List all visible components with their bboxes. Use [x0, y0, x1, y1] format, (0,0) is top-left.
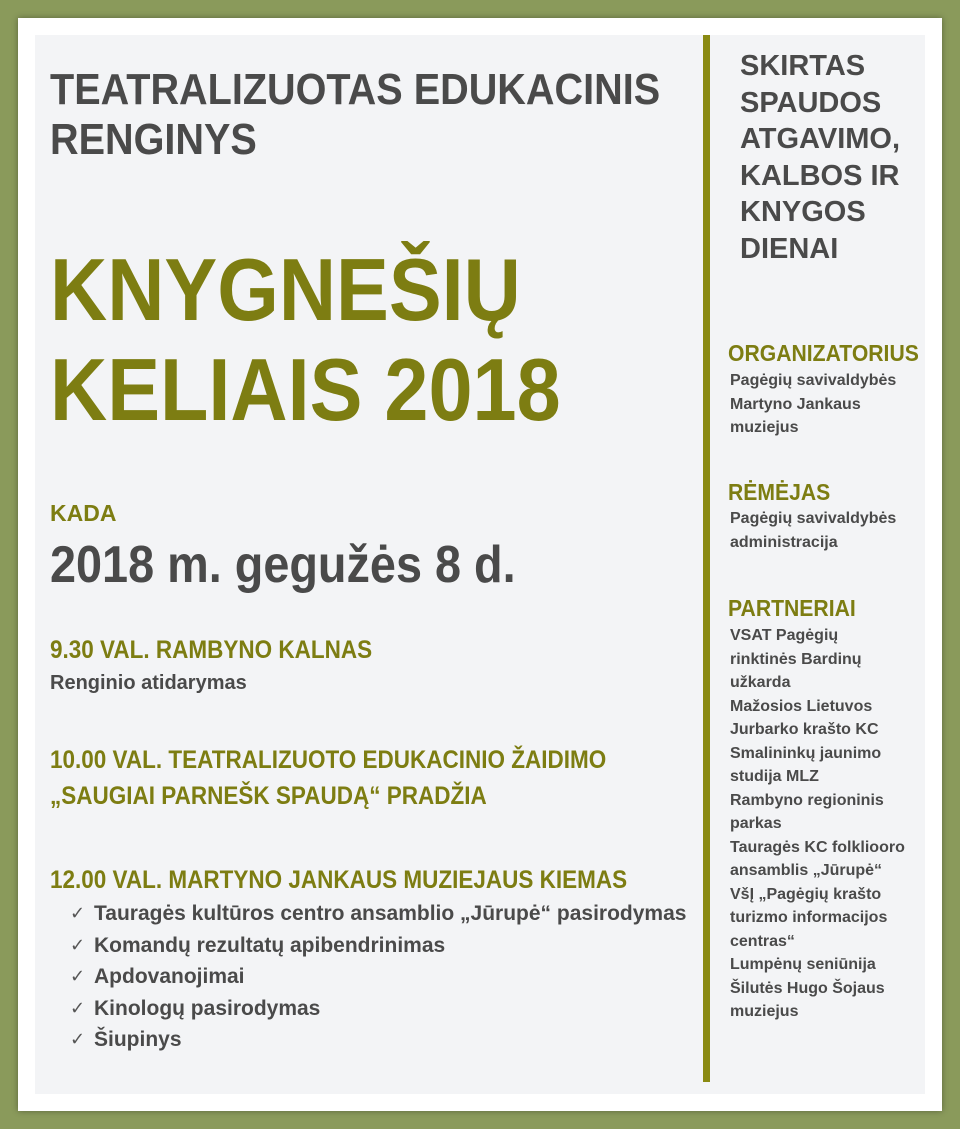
organizer-label: ORGANIZATORIUS: [728, 340, 919, 366]
when-label: KADA: [50, 500, 117, 526]
event-type-line-1: TEATRALIZUOTAS EDUKACINIS: [50, 65, 661, 114]
schedule-3-title: 12.00 VAL. MARTYNO JANKAUS MUZIEJAUS KIEMAS: [50, 866, 628, 894]
partner-line: užkarda: [730, 674, 791, 691]
event-title: [50, 240, 561, 440]
partner-line: ansamblis „Jūrupė“: [730, 862, 883, 879]
checkmark-icon: ✓: [70, 997, 86, 1018]
schedule-2-line-2: „SAUGIAI PARNEŠK SPAUDĄ“ PRADŽIA: [50, 782, 487, 810]
checklist-item: ✓ Apdovanojimai: [70, 961, 686, 993]
partner-line: Rambyno regioninis: [730, 791, 884, 809]
organizer-line: Martyno Jankaus: [730, 395, 861, 413]
dedication-line: ATGAVIMO,: [740, 123, 901, 155]
dedication-line: SKIRTAS: [740, 50, 866, 82]
partner-line: Lumpėnų seniūnija: [730, 956, 876, 973]
partner-line: muziejus: [730, 1003, 799, 1020]
partner-line: VšĮ „Pagėgių krašto: [730, 885, 882, 903]
partners-label: PARTNERIAI: [728, 595, 856, 621]
sponsor-line: Pagėgių savivaldybės: [730, 510, 897, 527]
schedule-2-title: [50, 742, 606, 814]
event-type-heading: [50, 65, 661, 165]
schedule-1-text: Renginio atidarymas: [50, 672, 247, 694]
dedication-heading: [740, 48, 900, 267]
partner-line: studija MLZ: [730, 768, 819, 785]
partner-line: rinktinės Bardinų: [730, 650, 862, 668]
organizer-list: [730, 369, 896, 440]
checkmark-icon: ✓: [70, 903, 86, 923]
dedication-line: KALBOS IR: [740, 159, 900, 192]
dedication-line: DIENAI: [740, 232, 839, 265]
partner-line: Smalininkų jaunimo: [730, 744, 882, 762]
checklist-item: ✓ Tauragės kultūros centro ansamblio „Jūrupė“ pasirodymas: [70, 898, 686, 930]
checkmark-icon: ✓: [70, 934, 86, 955]
checkmark-icon: ✓: [70, 966, 86, 986]
column-divider: [703, 35, 710, 1082]
event-type-line-2: RENGINYS: [50, 115, 257, 164]
sponsor-line: administracija: [730, 533, 838, 551]
sponsor-label: RĖMĖJAS: [728, 479, 831, 505]
partner-line: VSAT Pagėgių: [730, 627, 839, 644]
checkmark-icon: ✓: [70, 1029, 86, 1049]
organizer-line: muziejus: [730, 419, 799, 436]
partner-line: Šilutės Hugo Šojaus: [730, 979, 885, 997]
sponsor-list: [730, 507, 896, 554]
partner-line: centras“: [730, 932, 795, 950]
checklist-item: ✓ Kinologų pasirodymas: [70, 993, 686, 1025]
schedule-1-title: 9.30 VAL. RAMBYNO KALNAS: [50, 636, 373, 664]
dedication-line: SPAUDOS: [740, 86, 882, 119]
event-title-line-2: KELIAIS 2018: [50, 340, 561, 439]
partners-list: [730, 624, 905, 1024]
partner-line: Tauragės KC folkliooro: [730, 838, 905, 856]
partner-line: Jurbarko krašto KC: [730, 721, 879, 738]
partner-line: Mažosios Lietuvos: [730, 697, 873, 715]
checklist-item: ✓ Komandų rezultatų apibendrinimas: [70, 930, 686, 962]
organizer-line: Pagėgių savivaldybės: [730, 372, 897, 389]
partner-line: turizmo informacijos: [730, 909, 888, 926]
partner-line: parkas: [730, 815, 782, 832]
checklist-item: ✓ Šiupinys: [70, 1024, 686, 1056]
program-checklist: [70, 898, 686, 1056]
event-date: 2018 m. gegužės 8 d.: [50, 536, 516, 594]
schedule-2-line-1: 10.00 VAL. TEATRALIZUOTO EDUKACINIO ŽAIDIMO: [50, 746, 607, 774]
event-title-line-1: KNYGNEŠIŲ: [50, 240, 521, 339]
dedication-line: KNYGOS: [740, 196, 866, 228]
